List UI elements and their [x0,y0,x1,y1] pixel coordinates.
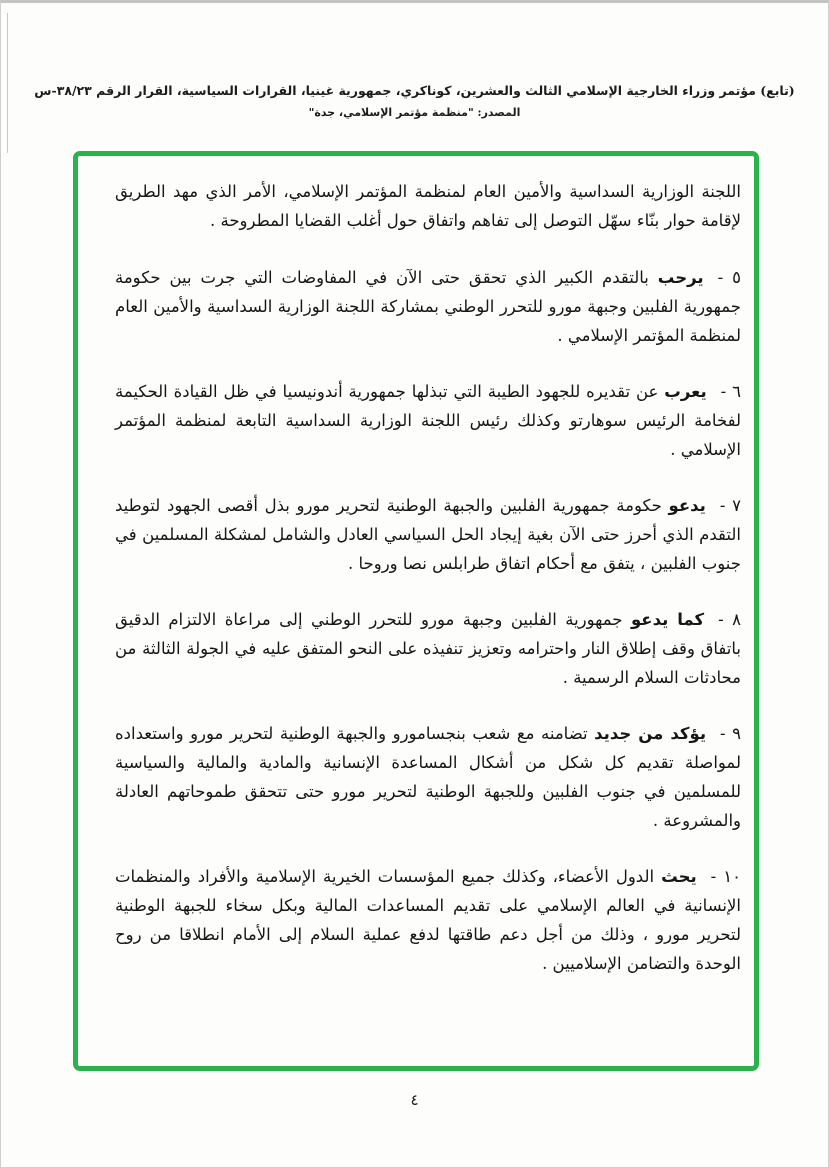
resolution-item [115,263,741,350]
intro-paragraph: اللجنة الوزارية السداسية والأمين العام لمنظمة المؤتمر الإسلامي، الأمر الذي مهد الطريق لإقامة حوار بنّاء سهّل التوصل إلى تفاهم واتفاق حول أغلب القضايا المطروحة . [115,182,741,230]
item-lead-word: يرحب [657,268,704,287]
item-number: ٥ - [717,268,741,287]
resolution-item [115,605,741,692]
item-number: ٦ - [720,382,742,401]
item-number: ٨ - [718,610,741,629]
source-line: المصدر: "منظمة مؤتمر الإسلامي، جدة" [308,106,521,119]
resolution-item [115,491,741,578]
item-lead-word: يؤكد من جديد [594,724,707,743]
item-lead-word: كما يدعو [630,610,705,629]
item-number: ١٠ - [710,867,742,886]
item-text: عن تقديره للجهود الطيبة التي تبذلها جمهورية أندونيسيا في ظل القيادة الحكيمة لفخامة الرئيس سوهارتو وكذلك رئيس اللجنة الوزارية السداسية التابعة لمنظمة المؤتمر الإسلامي . [115,382,741,459]
item-number: ٩ - [720,724,741,743]
page-header [1,81,828,122]
item-text: حكومة جمهورية الفلبين والجبهة الوطنية لتحرير مورو بذل أقصى الجهود لتوطيد التقدم الذي أحرز حتى الآن بغية إيجاد الحل السياسي العادل والشامل لمشكلة المسلمين في جنوب الفلبين ، يتفق مع أحكام اتفاق طرابلس نصا وروحا . [115,496,741,573]
resolution-item [115,719,741,835]
item-lead-word: يدعو [668,496,706,515]
page-number: ٤ [410,1091,419,1109]
item-text: الدول الأعضاء، وكذلك جميع المؤسسات الخيرية الإسلامية والأفراد والمنظمات الإنسانية في العالم الإسلامي على تقديم المساعدات المالية وبكل سخاء للجبهة الوطنية لتحرير مورو ، وذلك من أجل دعم طاقتها لدفع عملية السلام إلى الأمام انطلاقا من روح الوحدة والتضامن الإسلاميين . [115,867,741,973]
item-lead-word: يحث [661,867,697,886]
item-number: ٧ - [719,496,741,515]
item-lead-word: يعرب [664,382,707,401]
resolution-item [115,377,741,464]
item-text: تضامنه مع شعب بنجسامورو والجبهة الوطنية لتحرير مورو واستعداده لمواصلة تقديم كل شكل من أشكال المساعدة الإنسانية والمادية والمالية والسياسية للمسلمين في جنوب الفلبين وللجبهة الوطنية لتحرير مورو حتى تتحقق طموحاتهم العادلة والمشروعة . [115,724,741,830]
item-text: بالتقدم الكبير الذي تحقق حتى الآن في المفاوضات التي جرت بين حكومة جمهورية الفلبين وجبهة مورو للتحرر الوطني بمشاركة اللجنة الوزارية السداسية والأمين العام لمنظمة المؤتمر الإسلامي . [115,268,741,345]
resolution-body [73,151,759,1071]
item-text: جمهورية الفلبين وجبهة مورو للتحرر الوطني إلى مراعاة الالتزام الدقيق باتفاق وقف إطلاق النار واحترامه وتعزيز تنفيذه على النحو المتفق عليه في الجولة الثالثة من محادثات السلام الرسمية . [115,610,741,687]
document-title-line: (تابع) مؤتمر وزراء الخارجية الإسلامي الثالث والعشرين، كوناكري، جمهورية غينيا، القرارات السياسية، القرار الرقم ٣٨/٢٣-س [34,83,795,98]
resolution-item [115,862,741,978]
